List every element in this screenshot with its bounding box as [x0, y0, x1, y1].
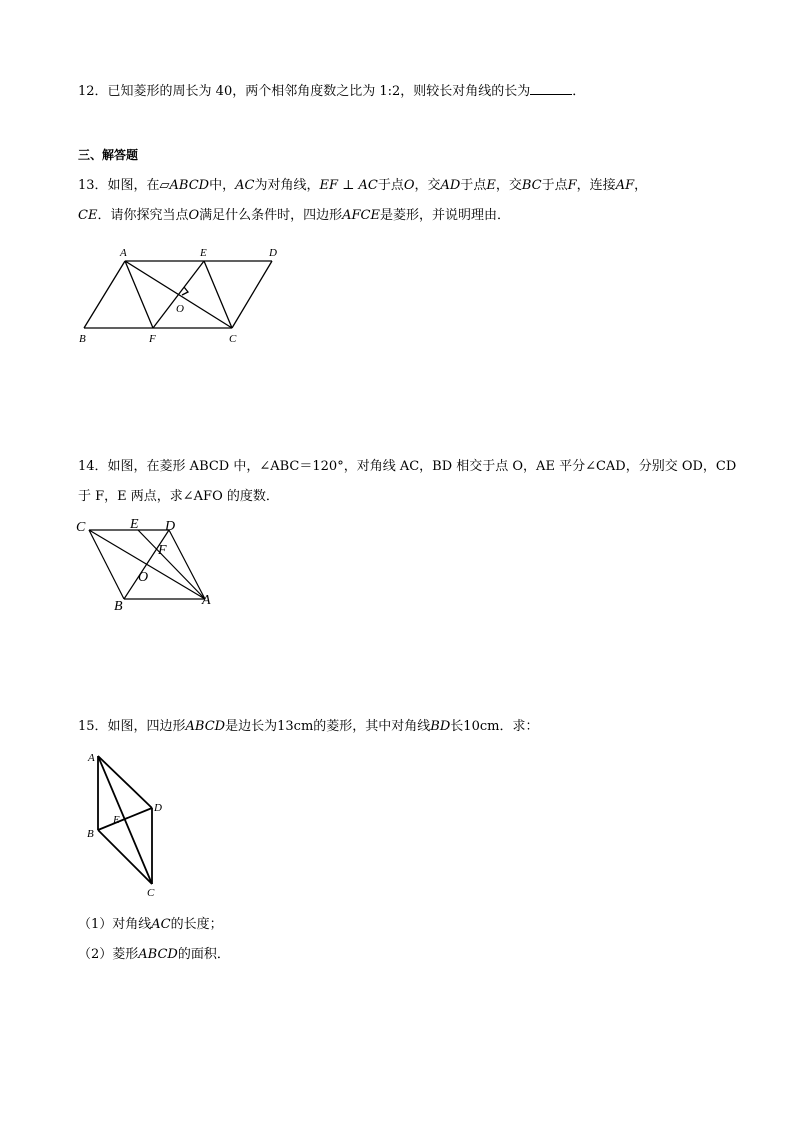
label-O: O [176, 303, 184, 315]
q15-text: 15．如图，四边形 [78, 719, 186, 734]
label-A: A [202, 593, 211, 608]
label-B: B [79, 333, 86, 345]
label-C: C [229, 333, 237, 345]
q13-text: 为对角线， [254, 178, 320, 193]
label-F: F [158, 543, 167, 558]
q13-text: 13．如图，在 [78, 178, 160, 193]
q13-math: CE [78, 208, 98, 223]
q14-rhombus-figure [72, 516, 222, 612]
q15-rhombus-figure [84, 748, 174, 900]
q15-subquestion-1 [78, 916, 223, 934]
answer-blank [530, 82, 572, 95]
q13-math: AFCE [342, 208, 380, 223]
q15-text: 13cm [277, 719, 314, 734]
label-D: D [154, 802, 162, 814]
q15-math: BD [430, 719, 451, 734]
q15-text: ．求： [499, 719, 539, 734]
question-14-line-2: 于 F，E 两点，求∠AFO 的度数． [78, 489, 279, 504]
q15-subquestion-2 [78, 946, 230, 964]
q13-text: 中， [209, 178, 236, 193]
q13-text: 是菱形，并说明理由． [380, 208, 511, 223]
label-E: E [130, 517, 139, 532]
label-O: O [138, 570, 149, 585]
q15-math: ABCD [138, 947, 178, 962]
q13-math: E [486, 178, 496, 193]
question-14-line-1: 14．如图，在菱形 ABCD 中，∠ABC＝120°，对角线 AC，BD 相交于点 O，AE 平分∠CAD，分别交 OD，CD [78, 459, 737, 474]
q13-math: AC [235, 178, 255, 193]
q13-text: ，交 [495, 178, 522, 193]
q12-end: ． [572, 84, 586, 99]
label-F: F [149, 333, 156, 345]
q15-text: 的长度； [170, 917, 223, 932]
q15-math: ABCD [185, 719, 226, 734]
q13-text: ， [634, 178, 648, 193]
q13-math: BC [521, 178, 542, 193]
label-C: C [147, 887, 155, 899]
q13-math: AF [615, 178, 635, 193]
q13-parallelogram-figure [70, 238, 290, 350]
q13-math: O [403, 178, 415, 193]
q13-text: ．请你探究当点 [97, 208, 189, 223]
question-15-line-1 [78, 718, 538, 736]
q15-text: 的面积． [177, 947, 230, 962]
section-heading: 三、解答题 [78, 148, 139, 162]
q13-text: 于点 [460, 178, 487, 193]
label-C: C [76, 520, 86, 535]
q13-math: O [188, 208, 200, 223]
q13-text: 满足什么条件时，四边形 [199, 208, 343, 223]
label-A: A [120, 247, 127, 259]
label-B: B [87, 828, 94, 840]
q13-text: 于点 [377, 178, 404, 193]
q15-text: （2）菱形 [78, 947, 139, 962]
q13-math: AD [440, 178, 461, 193]
q15-text: （1）对角线 [78, 917, 152, 932]
q15-text: 长 [450, 719, 464, 734]
question-13-line-1 [78, 177, 647, 195]
label-D: D [165, 519, 176, 534]
q12-text: 12．已知菱形的周长为 40，两个相邻角度数之比为 1:2，则较长对角线的长为 [78, 84, 531, 99]
label-B: B [114, 599, 123, 614]
question-13-line-2 [78, 207, 510, 225]
label-E: E [200, 247, 207, 259]
q13-math: EF ⊥ AC [319, 178, 378, 193]
q15-math: AC [151, 917, 171, 932]
q15-text: 的菱形，其中对角线 [313, 719, 431, 734]
q13-text: 于点 [541, 178, 568, 193]
q15-text: 是边长为 [225, 719, 278, 734]
q13-math: F [567, 178, 577, 193]
label-D: D [269, 247, 277, 259]
label-E: E [113, 814, 120, 826]
q13-text: ，交 [414, 178, 441, 193]
q15-text: 10cm [463, 719, 500, 734]
q13-text: ，连接 [576, 178, 616, 193]
question-12 [78, 82, 585, 101]
q13-math: ▱ABCD [159, 178, 210, 193]
label-A: A [88, 752, 95, 764]
